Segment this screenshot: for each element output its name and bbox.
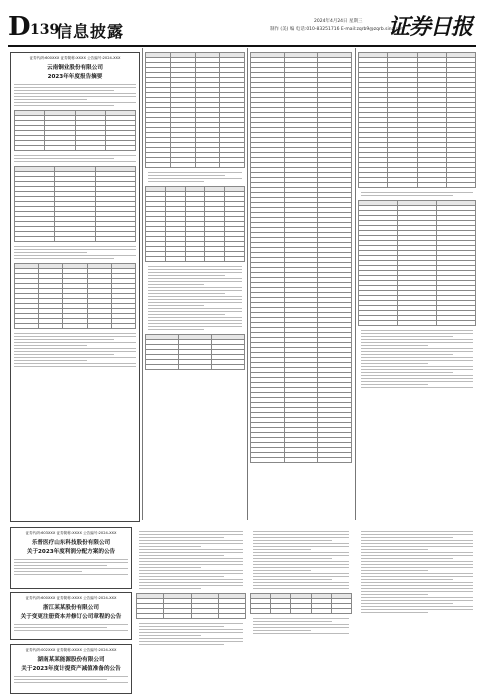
- masthead: [8, 12, 476, 46]
- large-data-table: [250, 52, 352, 522]
- data-table: [358, 200, 476, 326]
- body-text: [11, 242, 139, 263]
- body-text-block: [250, 527, 352, 694]
- body-text: [11, 151, 139, 166]
- company-name: 乐普医疗山东科技股份有限公司: [31, 540, 111, 546]
- data-table: [145, 52, 245, 168]
- newspaper-logo: 证券日报: [387, 14, 472, 40]
- notice-header: [11, 593, 131, 620]
- data-table: [136, 593, 246, 619]
- body-text: [11, 329, 139, 371]
- notice-code-line: 证券代码:600XXX 证券简称:XXXX 公告编号:2024-XXX: [29, 56, 121, 60]
- right-column: [358, 52, 476, 522]
- notice-code-line: 证券代码:603XXX 证券简称:XXXX 公告编号:2024-XXX: [25, 531, 117, 535]
- notice-block: [10, 644, 132, 694]
- masthead-rule: [8, 45, 476, 47]
- issue-date: 2024年4月24日 星期三: [314, 19, 363, 24]
- column-divider: [355, 48, 356, 520]
- body-text: [358, 326, 476, 392]
- body-text-block: [136, 527, 246, 694]
- data-table: [145, 334, 245, 370]
- notice-code-line: 证券代码:002XXX 证券简称:XXXX 公告编号:2024-XXX: [25, 648, 117, 652]
- company-name: 云南铜业股份有限公司: [47, 65, 103, 71]
- notice-block: [10, 527, 132, 589]
- financial-table: [11, 263, 139, 329]
- body-text: [11, 672, 131, 687]
- notice-continuation: [145, 52, 245, 522]
- notice-header: [11, 53, 139, 80]
- body-text: [145, 262, 245, 334]
- notice-code-line: 证券代码:600XXX 证券简称:XXXX 公告编号:2024-XXX: [25, 596, 117, 600]
- data-table: [358, 52, 476, 188]
- data-table: [250, 593, 352, 614]
- contact-info: 制作 (美) 编 电话:010-83251716 E-mail:zqrb9@zqrb.sina.net: [270, 27, 404, 32]
- column-divider: [142, 48, 143, 520]
- notice-title: 2023年年度报告摘要: [47, 74, 103, 80]
- notice-title: 关于2023年度计提资产减值准备的公告: [21, 666, 121, 672]
- company-name: 浙江某某股份有限公司: [43, 605, 99, 611]
- notice-title: 关于2023年度利润分配方案的公告: [26, 549, 116, 555]
- notice-header: [11, 645, 131, 672]
- section-title: 信息披露: [56, 22, 125, 41]
- notice-block: [10, 592, 132, 640]
- notice-title: 关于变更注册资本并修订公司章程的公告: [20, 614, 122, 620]
- data-table: [145, 186, 245, 262]
- body-text-block: [358, 527, 476, 694]
- financial-table: [11, 166, 139, 242]
- body-text: [11, 620, 131, 635]
- section-letter: D: [8, 12, 31, 42]
- financial-table: [11, 110, 139, 151]
- column-divider: [247, 48, 248, 520]
- page-number: 139: [30, 22, 60, 38]
- body-text: [11, 555, 131, 579]
- notice-header: [11, 528, 131, 555]
- body-text: [11, 80, 139, 110]
- body-text: [358, 188, 476, 200]
- notice-block: [10, 52, 140, 522]
- body-text: [145, 168, 245, 186]
- company-name: 湖南某某能源股份有限公司: [37, 657, 105, 663]
